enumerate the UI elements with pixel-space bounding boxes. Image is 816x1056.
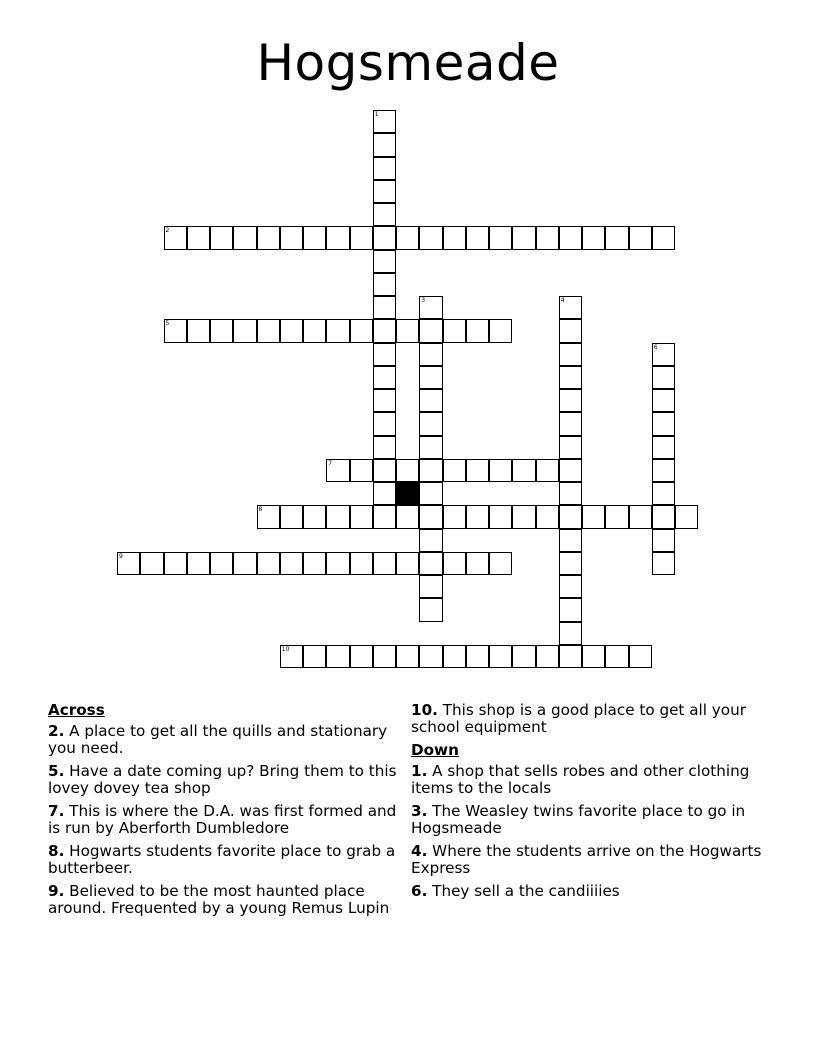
grid-cell[interactable] xyxy=(652,366,675,389)
clue-text: A shop that sells robes and other clothing items to the locals xyxy=(411,762,750,797)
clue-across-5 xyxy=(48,763,408,797)
grid-cell[interactable] xyxy=(605,505,628,528)
grid-cell[interactable] xyxy=(443,319,466,342)
grid-cell[interactable] xyxy=(652,529,675,552)
grid-cell[interactable] xyxy=(373,296,396,319)
grid-cell[interactable] xyxy=(373,273,396,296)
grid-cell[interactable] xyxy=(512,645,535,668)
grid-cell[interactable] xyxy=(373,482,396,505)
grid-cell[interactable] xyxy=(489,226,512,249)
cell-number: 8 xyxy=(258,506,263,514)
grid-cell[interactable] xyxy=(280,226,303,249)
grid-cell[interactable] xyxy=(559,296,582,319)
grid-cell[interactable] xyxy=(675,505,698,528)
grid-cell[interactable] xyxy=(652,459,675,482)
grid-cell[interactable] xyxy=(466,645,489,668)
grid-cell[interactable] xyxy=(559,436,582,459)
cell-number: 10 xyxy=(281,645,290,653)
grid-cell[interactable] xyxy=(350,645,373,668)
grid-cell[interactable] xyxy=(443,505,466,528)
grid-cell[interactable] xyxy=(187,552,210,575)
grid-cell[interactable] xyxy=(652,436,675,459)
grid-cell[interactable] xyxy=(536,459,559,482)
grid-cell[interactable] xyxy=(466,319,489,342)
grid-cell[interactable] xyxy=(303,552,326,575)
clue-number: 3. xyxy=(411,802,428,820)
grid-cell[interactable] xyxy=(605,226,628,249)
grid-cell[interactable] xyxy=(559,459,582,482)
grid-cell[interactable] xyxy=(373,250,396,273)
clue-text: Where the students arrive on the Hogwarts Express xyxy=(411,842,762,877)
clue-number: 4. xyxy=(411,842,428,860)
grid-cell[interactable] xyxy=(303,226,326,249)
across-heading: Across xyxy=(48,701,105,719)
clue-number: 6. xyxy=(411,882,428,900)
grid-cell[interactable] xyxy=(396,226,419,249)
clue-text: Have a date coming up? Bring them to this lovey dovey tea shop xyxy=(48,762,397,797)
grid-cell[interactable] xyxy=(559,575,582,598)
grid-cell[interactable] xyxy=(419,598,442,621)
clue-text: Believed to be the most haunted place around. Frequented by a young Remus Lupin xyxy=(48,882,390,917)
grid-cell[interactable] xyxy=(419,412,442,435)
clue-down-4 xyxy=(411,843,771,877)
grid-cell[interactable] xyxy=(419,389,442,412)
grid-cell[interactable] xyxy=(303,319,326,342)
clue-number: 8. xyxy=(48,842,65,860)
clue-number: 1. xyxy=(411,762,428,780)
grid-cell[interactable] xyxy=(303,645,326,668)
grid-cell[interactable] xyxy=(326,552,349,575)
grid-cell[interactable] xyxy=(373,412,396,435)
grid-cell[interactable] xyxy=(396,319,419,342)
grid-cell[interactable] xyxy=(466,505,489,528)
grid-cell[interactable] xyxy=(419,505,442,528)
grid-cell[interactable] xyxy=(326,459,349,482)
grid-cell[interactable] xyxy=(373,389,396,412)
clue-down-3 xyxy=(411,803,771,837)
clue-across-8 xyxy=(48,843,408,877)
grid-cell[interactable] xyxy=(210,552,233,575)
clue-text: Hogwarts students favorite place to grab a butterbeer. xyxy=(48,842,396,877)
grid-cell[interactable] xyxy=(559,552,582,575)
grid-cell[interactable] xyxy=(419,459,442,482)
grid-cell[interactable] xyxy=(373,552,396,575)
grid-cell[interactable] xyxy=(443,552,466,575)
grid-cell[interactable] xyxy=(326,505,349,528)
grid-cell[interactable] xyxy=(233,552,256,575)
grid-cell[interactable] xyxy=(280,505,303,528)
grid-cell[interactable] xyxy=(559,529,582,552)
grid-cell[interactable] xyxy=(559,598,582,621)
down-heading: Down xyxy=(411,741,459,759)
grid-cell[interactable] xyxy=(350,552,373,575)
grid-cell[interactable] xyxy=(373,133,396,156)
grid-cell[interactable] xyxy=(140,552,163,575)
cell-number: 5 xyxy=(165,320,170,328)
grid-cell[interactable] xyxy=(373,226,396,249)
cell-number: 6 xyxy=(653,343,658,351)
grid-cell[interactable] xyxy=(652,226,675,249)
grid-cell[interactable] xyxy=(559,343,582,366)
grid-cell[interactable] xyxy=(419,319,442,342)
grid-cell[interactable] xyxy=(280,552,303,575)
grid-cell[interactable] xyxy=(396,459,419,482)
grid-cell[interactable] xyxy=(629,645,652,668)
clue-number: 10. xyxy=(411,701,438,719)
grid-cell[interactable] xyxy=(233,319,256,342)
grid-cell[interactable] xyxy=(466,552,489,575)
grid-cell[interactable] xyxy=(419,436,442,459)
grid-cell[interactable] xyxy=(373,180,396,203)
grid-cell[interactable] xyxy=(652,412,675,435)
grid-cell[interactable] xyxy=(350,319,373,342)
grid-cell[interactable] xyxy=(350,226,373,249)
clue-down-6 xyxy=(411,883,771,900)
grid-cell[interactable] xyxy=(489,552,512,575)
grid-cell[interactable] xyxy=(443,459,466,482)
grid-cell[interactable] xyxy=(164,226,187,249)
grid-cell[interactable] xyxy=(489,319,512,342)
grid-cell[interactable] xyxy=(419,482,442,505)
grid-cell[interactable] xyxy=(419,575,442,598)
grid-cell[interactable] xyxy=(629,505,652,528)
grid-cell[interactable] xyxy=(536,226,559,249)
grid-cell[interactable] xyxy=(559,319,582,342)
grid-cell[interactable] xyxy=(652,389,675,412)
grid-cell[interactable] xyxy=(326,226,349,249)
grid-cell[interactable] xyxy=(536,505,559,528)
grid-cell[interactable] xyxy=(582,505,605,528)
grid-cell[interactable] xyxy=(257,319,280,342)
grid-cell[interactable] xyxy=(373,366,396,389)
grid-cell[interactable] xyxy=(257,552,280,575)
cell-number: 7 xyxy=(328,459,333,467)
grid-cell[interactable] xyxy=(396,645,419,668)
grid-cell[interactable] xyxy=(350,459,373,482)
clue-down-1 xyxy=(411,763,771,797)
grid-cell[interactable] xyxy=(559,412,582,435)
grid-cell[interactable] xyxy=(373,645,396,668)
clue-across-7 xyxy=(48,803,408,837)
grid-cell[interactable] xyxy=(187,319,210,342)
grid-cell[interactable] xyxy=(489,459,512,482)
grid-cell[interactable] xyxy=(373,436,396,459)
grid-cell[interactable] xyxy=(396,505,419,528)
grid-cell[interactable] xyxy=(419,552,442,575)
grid-cell[interactable] xyxy=(466,459,489,482)
grid-cell[interactable] xyxy=(559,505,582,528)
grid-cell[interactable] xyxy=(652,482,675,505)
grid-cell[interactable] xyxy=(257,226,280,249)
clue-number: 9. xyxy=(48,882,65,900)
clue-text: The Weasley twins favorite place to go in Hogsmeade xyxy=(411,802,746,837)
clue-number: 2. xyxy=(48,722,65,740)
grid-cell[interactable] xyxy=(373,203,396,226)
page-title: Hogsmeade xyxy=(256,34,560,92)
clue-text: This shop is a good place to get all your school equipment xyxy=(411,701,746,736)
grid-cell[interactable] xyxy=(373,459,396,482)
grid-cell[interactable] xyxy=(582,226,605,249)
grid-cell[interactable] xyxy=(210,226,233,249)
grid-cell[interactable] xyxy=(373,505,396,528)
grid-cell[interactable] xyxy=(489,505,512,528)
grid-cell[interactable] xyxy=(373,110,396,133)
grid-cell[interactable] xyxy=(419,645,442,668)
grid-cell[interactable] xyxy=(419,366,442,389)
cell-number: 9 xyxy=(119,552,123,560)
grid-cell[interactable] xyxy=(559,622,582,645)
grid-cell[interactable] xyxy=(419,343,442,366)
grid-cell[interactable] xyxy=(443,226,466,249)
grid-cell[interactable] xyxy=(373,157,396,180)
grid-black-square xyxy=(396,482,419,505)
grid-cell[interactable] xyxy=(187,226,210,249)
clue-text: They sell a the candiiiies xyxy=(432,882,620,900)
clue-number: 5. xyxy=(48,762,65,780)
grid-cell[interactable] xyxy=(419,296,442,319)
grid-cell[interactable] xyxy=(512,459,535,482)
grid-cell[interactable] xyxy=(326,645,349,668)
grid-cell[interactable] xyxy=(373,343,396,366)
grid-cell[interactable] xyxy=(559,645,582,668)
grid-cell[interactable] xyxy=(652,505,675,528)
grid-cell[interactable] xyxy=(233,226,256,249)
clues-column-left xyxy=(48,702,408,923)
grid-cell[interactable] xyxy=(280,645,303,668)
cell-number: 2 xyxy=(165,227,170,235)
grid-cell[interactable] xyxy=(257,505,280,528)
grid-cell[interactable] xyxy=(443,645,466,668)
grid-cell[interactable] xyxy=(489,645,512,668)
grid-cell[interactable] xyxy=(326,319,349,342)
grid-cell[interactable] xyxy=(605,645,628,668)
grid-cell[interactable] xyxy=(373,319,396,342)
clue-text: This is where the D.A. was first formed and is run by Aberforth Dumbledore xyxy=(48,802,397,837)
cell-number: 1 xyxy=(374,111,379,118)
grid-cell[interactable] xyxy=(396,552,419,575)
clue-text: A place to get all the quills and stationary you need. xyxy=(48,722,388,757)
grid-cell[interactable] xyxy=(419,226,442,249)
grid-cell[interactable] xyxy=(164,552,187,575)
grid-cell[interactable] xyxy=(652,552,675,575)
grid-cell[interactable] xyxy=(512,505,535,528)
grid-cell[interactable] xyxy=(559,226,582,249)
grid-cell[interactable] xyxy=(350,505,373,528)
grid-cell[interactable] xyxy=(582,645,605,668)
clue-number: 7. xyxy=(48,802,65,820)
grid-cell[interactable] xyxy=(559,482,582,505)
grid-cell[interactable] xyxy=(303,505,326,528)
grid-cell[interactable] xyxy=(629,226,652,249)
cell-number: 4 xyxy=(560,297,565,304)
grid-cell[interactable] xyxy=(559,389,582,412)
clue-across-10 xyxy=(411,702,771,736)
clue-across-2 xyxy=(48,723,408,757)
clues-column-right xyxy=(411,702,771,906)
grid-cell[interactable] xyxy=(536,645,559,668)
clue-across-9 xyxy=(48,883,408,917)
cell-number: 3 xyxy=(421,297,426,304)
grid-cell[interactable] xyxy=(419,529,442,552)
grid-cell[interactable] xyxy=(210,319,233,342)
grid-cell[interactable] xyxy=(512,226,535,249)
grid-cell[interactable] xyxy=(559,366,582,389)
grid-cell[interactable] xyxy=(280,319,303,342)
grid-cell[interactable] xyxy=(164,319,187,342)
grid-cell[interactable] xyxy=(117,552,140,575)
grid-cell[interactable] xyxy=(466,226,489,249)
grid-cell[interactable] xyxy=(652,343,675,366)
